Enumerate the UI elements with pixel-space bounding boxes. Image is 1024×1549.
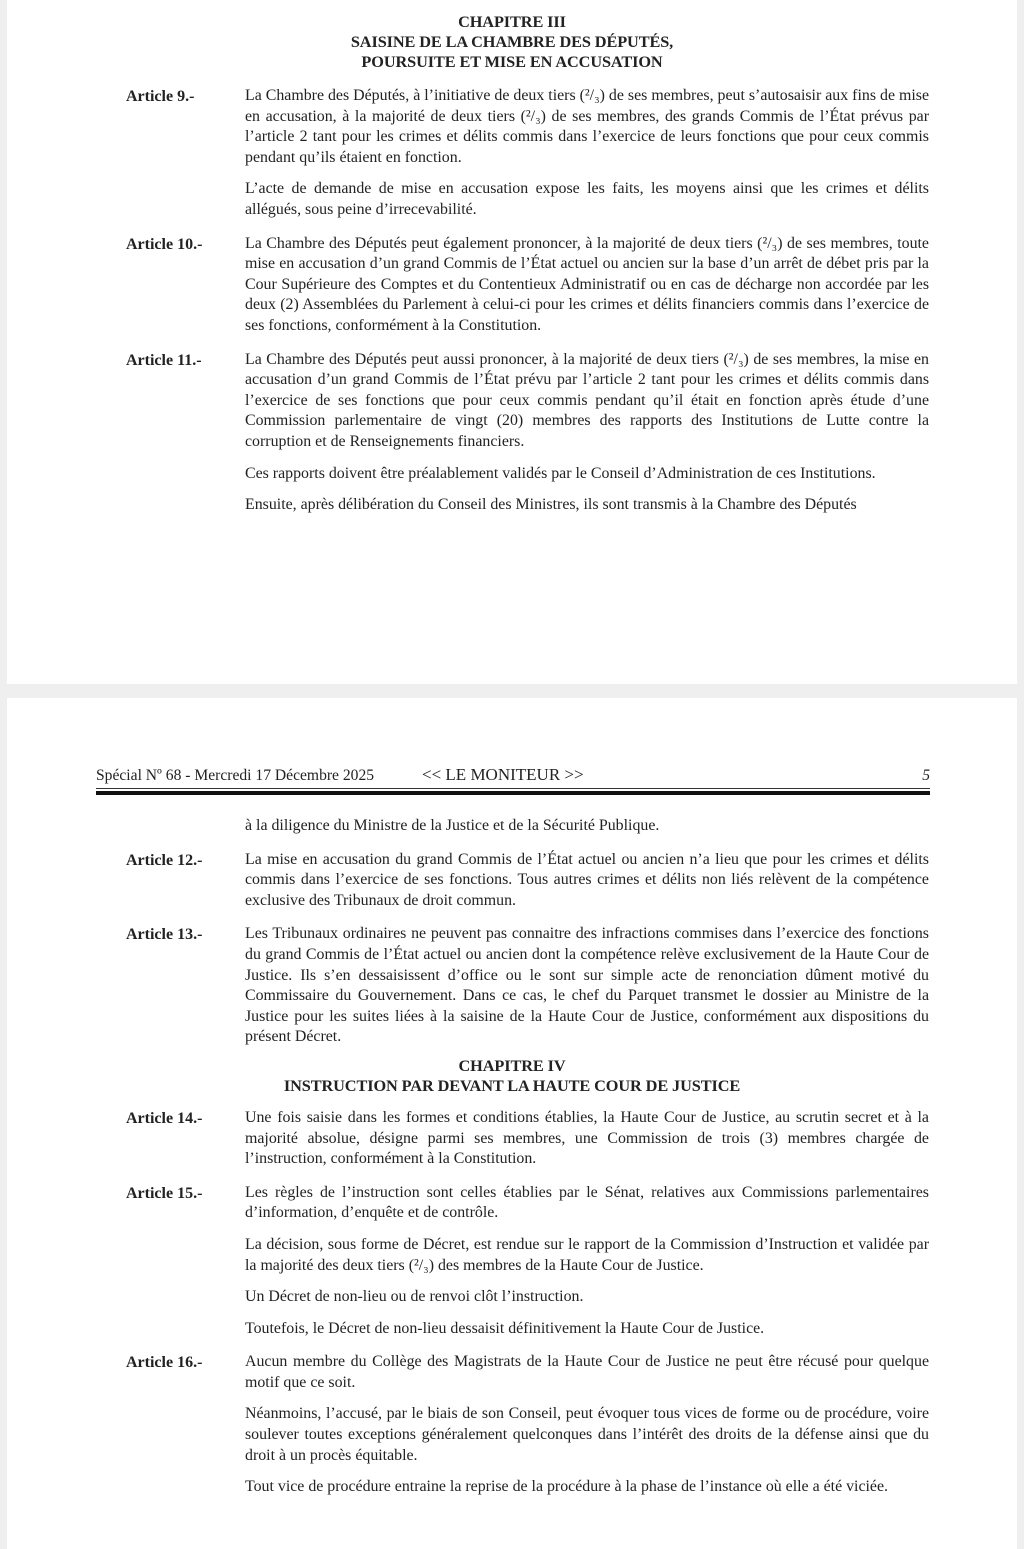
publication-title: << LE MONITEUR >> [422,765,584,784]
article-paragraph: Les Tribunaux ordinaires ne peuvent pas connaitre des infractions commises dans l’exercice des fonctions du grand Commis de l’État actuel ou ancien dont la compétence relève exclusivement de la Haute Cour de Justice. Ils s’en dessaisissent d’office ou le sont sur simple acte de renonciation dûment motivé du Commissaire du Gouvernement. Dans ce cas, le chef du Parquet transmet le dossier au Ministre de la Justice pour les suites liées à la saisine de la Haute Cour de Justice, conformément aux dispositions du présent Décret. [245,925,929,1046]
article-paragraph: Toutefois, le Décret de non-lieu dessaisit définitivement la Haute Cour de Justice. [245,1319,765,1337]
article-paragraph: La décision, sous forme de Décret, est rendue sur le rapport de la Commission d’Instruction et validée par la majorité des deux tiers (²/₃) des membres de la Haute Cour de Justice. [245,1235,929,1274]
article-12 [7,850,1017,912]
article-11 [7,350,1017,516]
page-1-content [7,12,1017,516]
header-rule-thick [96,791,930,795]
continuation-paragraph: à la diligence du Ministre de la Justice et de la Sécurité Publique. [245,817,660,834]
chapter-title-line-1: SAISINE DE LA CHAMBRE DES DÉPUTÉS, [350,32,674,51]
chapter-number: CHAPITRE III [458,12,566,31]
article-9 [7,86,1017,221]
issue-info: Spécial Nº 68 - Mercredi 17 Décembre 2025 [96,767,375,784]
article-15 [7,1183,1017,1340]
document-page-1 [7,0,1017,684]
article-label: Article 9.- [126,88,195,105]
running-header [96,766,930,786]
chapter-number: CHAPITRE IV [458,1055,566,1075]
article-label: Article 15.- [126,1184,203,1202]
page-2-content [7,816,1017,1498]
document-page-2 [7,698,1017,1549]
article-16 [7,1352,1017,1498]
article-14 [7,1108,1017,1170]
chapter-4-heading [7,1056,1017,1096]
article-label: Article 16.- [126,1354,203,1372]
article-paragraph: La mise en accusation du grand Commis de l’État actuel ou ancien n’a lieu que pour les crimes et délits commis dans l’exercice de ses fonctions. Tous autres crimes et délits non liés relèvent de la compétence exclusive des Tribunaux de droit commun. [245,850,929,909]
page-number: 5 [922,767,930,784]
article-label: Article 11.- [126,351,202,369]
chapter-title-line-1: INSTRUCTION PAR DEVANT LA HAUTE COUR DE JUSTICE [283,1075,741,1095]
article-paragraph: Un Décret de non-lieu ou de renvoi clôt l’instruction. [245,1288,584,1306]
article-paragraph: Les règles de l’instruction sont celles établies par le Sénat, relatives aux Commissions parlementaires d’information, d’enquête et de contrôle. [245,1183,929,1222]
chapter-3-heading [7,12,1017,72]
article-paragraph: Une fois saisie dans les formes et conditions établies, la Haute Cour de Justice, au scrutin secret et à la majorité absolue, désigne parmi ses membres, une Commission de trois (3) membres chargée de l’instruction, conformément à la Constitution. [245,1108,929,1168]
header-rule-thin [96,788,930,789]
article-paragraph: Ensuite, après délibération du Conseil des Ministres, ils sont transmis à la Chambre des Députés [245,496,857,514]
article-label: Article 12.- [126,851,203,869]
article-paragraph: La Chambre des Députés, à l’initiative de deux tiers (²/₃) de ses membres, peut s’autosaisir aux fins de mise en accusation, à la majorité de deux tiers (²/₃) de ses membres, des grands Commis de l’État prévus par l’article 2 tant pour les crimes et délits commis dans l’exercice de leurs fonctions que pour ceux commis pendant qu’ils étaient en fonction. [245,87,929,166]
article-11-continuation [7,816,1017,837]
article-10 [7,234,1017,337]
article-paragraph: Néanmoins, l’accusé, par le biais de son Conseil, peut évoquer tous vices de forme ou de procédure, voire soulever toutes exceptions généralement quelconques dans l’intérêt des droits de la défense ainsi que du droit à un procès équitable. [245,1405,929,1464]
article-paragraph: Aucun membre du Collège des Magistrats de la Haute Cour de Justice ne peut être récusé pour quelque motif que ce soit. [245,1353,929,1391]
article-paragraph: Ces rapports doivent être préalablement validés par le Conseil d’Administration de ces Institutions. [245,464,876,482]
article-label: Article 14.- [126,1109,203,1127]
article-13 [7,924,1017,1048]
article-paragraph: L’acte de demande de mise en accusation expose les faits, les moyens ainsi que les crimes et délits allégués, sous peine d’irrecevabilité. [245,180,929,218]
article-paragraph: La Chambre des Députés peut aussi prononcer, à la majorité de deux tiers (²/₃) de ses membres, la mise en accusation d’un grand Commis de l’État prévu par l’article 2 tant pour les crimes et délits commis dans l’exercice de ses fonctions que pour ceux commis pendant qu’il était en fonction après étude d’une Commission parlementaire de vingt (20) membres des rapports des Institutions de Lutte contre la corruption et de Renseignements financiers. [245,350,929,450]
article-label: Article 10.- [126,235,203,253]
article-label: Article 13.- [126,926,203,944]
chapter-title-line-2: POURSUITE ET MISE EN ACCUSATION [361,52,663,71]
article-paragraph: La Chambre des Députés peut également prononcer, à la majorité de deux tiers (²/₃) de ses membres, toute mise en accusation d’un grand Commis de l’État actuel ou ancien sur la base d’un arrêt de débet pris par la Cour Supérieure des Comptes et du Contentieux Administratif ou en cas de décharge non accordée par les deux (2) Assemblées du Parlement à celui-ci pour les crimes et délits financiers commis dans l’exercice de ses fonctions, conformément à la Constitution. [245,234,929,334]
article-paragraph: Tout vice de procédure entraine la reprise de la procédure à la phase de l’instance où elle a été viciée. [245,1478,889,1496]
